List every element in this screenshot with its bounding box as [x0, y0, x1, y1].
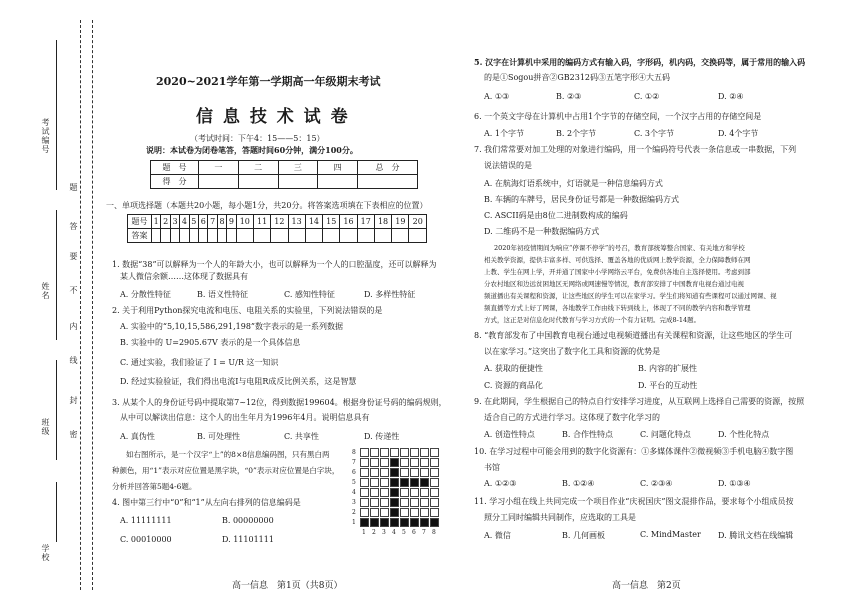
score-header-cell: 总 分 [358, 161, 418, 175]
grid-cell [400, 488, 409, 497]
answer-cell[interactable] [180, 229, 189, 243]
q6-option-a[interactable]: A. 1个字节 [484, 129, 524, 138]
q4-option-b[interactable]: B. 00000000 [222, 516, 274, 525]
answer-cell[interactable] [217, 229, 226, 243]
answer-cell[interactable] [199, 229, 208, 243]
q8-option-c[interactable]: C. 资源的商品化 [484, 381, 543, 390]
grid-cell [420, 508, 429, 517]
q2-option-a[interactable]: A. 实验中的“5,10,15,586,291,198”数字表示的是一系列数据 [120, 322, 344, 331]
grid-cell [370, 498, 379, 507]
grid-cell [400, 448, 409, 457]
grid-col-label: 8 [432, 529, 436, 536]
seal-char: 内 [69, 322, 78, 331]
answer-number-cell: 8 [217, 215, 226, 229]
seal-char: 不 [69, 286, 78, 295]
q6-option-b[interactable]: B. 2个字节 [556, 129, 597, 138]
grid-row-label: 1 [352, 519, 356, 526]
grid-cell [410, 448, 419, 457]
grid-cell [390, 508, 399, 517]
answer-cell[interactable] [253, 229, 270, 243]
seal-char: 答 [69, 222, 78, 231]
q5-option-d[interactable]: D. ②④ [718, 92, 744, 101]
passage-line: 方式，这正是对信息化时代教育与学习方式的一个有力证明。完成8-14题。 [484, 316, 701, 324]
answer-header-label: 题号 [128, 215, 152, 229]
question-8-stem: 8. “教育部发布了中国教育电视台通过电视频道播出有关课程和资源，让这些地区的学生可 [474, 331, 793, 340]
q1-option-a[interactable]: A. 分散性特征 [120, 290, 171, 299]
grid-row-label: 2 [352, 509, 356, 516]
score-header-cell: 一 [199, 161, 239, 175]
answer-cell[interactable] [161, 229, 170, 243]
grid-cell [410, 488, 419, 497]
grid-cell [380, 458, 389, 467]
answer-number-cell: 17 [357, 215, 374, 229]
score-cell[interactable] [318, 175, 358, 189]
passage-line: 相关教学资源，提供丰富多样、可供选择、覆盖各地的优质网上教学资源，全力保障教师在网 [484, 256, 751, 264]
grid-cell [430, 448, 439, 457]
margin-line [56, 360, 57, 460]
grid-cell [430, 518, 439, 527]
grid-cell [430, 498, 439, 507]
q5-option-b[interactable]: B. ②③ [556, 92, 582, 101]
q8-option-d[interactable]: D. 平台的互动性 [638, 381, 698, 390]
section1-title: 一、单项选择题（本题共20小题，每小题1分，共20分。将答案选项填在下表相应的位置） [106, 201, 428, 210]
grid-cell [410, 468, 419, 477]
grid-cell [410, 458, 419, 467]
exam-time: （考试时间：下午4：15——5：15） [190, 134, 325, 143]
question-10-stem: 10. 在学习过程中可能会用到的数字化资源有：①多媒体课件②微视频③手机电脑④数字图 [474, 447, 794, 456]
grid-cell [360, 488, 369, 497]
q5-option-a[interactable]: A. ①③ [484, 92, 510, 101]
question-8-stem-cont: 以在家学习。”这突出了数字化工具和资源的优势是 [484, 347, 661, 356]
grid-cell [370, 518, 379, 527]
grid-cell [400, 478, 409, 487]
score-table [150, 160, 418, 189]
grid-cell [360, 458, 369, 467]
q6-option-c[interactable]: C. 3个字节 [634, 129, 675, 138]
q7-option-d[interactable]: D. 二维码不是一种数据编码方式 [484, 227, 600, 236]
answer-cell[interactable] [271, 229, 288, 243]
grid-cell [380, 478, 389, 487]
q10-option-c[interactable]: C. ②③④ [640, 479, 673, 488]
grid-row-label: 3 [352, 499, 356, 506]
grid-cell [370, 468, 379, 477]
seal-char: 封 [69, 396, 78, 405]
school-label: 学校 [41, 544, 50, 562]
grid-intro-cont2: 分析并回答第5题4-6题。 [112, 482, 197, 491]
q8-option-a[interactable]: A. 获取的便捷性 [484, 364, 543, 373]
grid-cell [390, 518, 399, 527]
grid-cell [430, 488, 439, 497]
grid-cell [400, 468, 409, 477]
question-9-stem-cont: 适合自己的方式进行学习。这体现了数字化学习的 [484, 413, 660, 422]
question-1-stem-cont: 某人微信余额……这体现了数据具有 [120, 272, 248, 281]
q9-option-a[interactable]: A. 创造性特点 [484, 430, 535, 439]
answer-cell[interactable] [374, 229, 391, 243]
grid-row-label: 6 [352, 469, 356, 476]
answer-cell[interactable] [409, 229, 427, 243]
answer-cell[interactable] [152, 229, 161, 243]
grid-cell [420, 448, 429, 457]
grid-cell [390, 458, 399, 467]
q11-option-b[interactable]: B. 几何画板 [562, 531, 605, 540]
question-3-stem-cont: 从中可以解读出信息：这个人的出生年月为1996年4月。说明信息具有 [120, 413, 370, 422]
grid-cell [380, 518, 389, 527]
score-header-cell: 题 号 [151, 161, 199, 175]
grid-cell [370, 508, 379, 517]
grid-cell [420, 458, 429, 467]
grid-cell [390, 478, 399, 487]
grid-cell [430, 458, 439, 467]
grid-cell [410, 508, 419, 517]
q2-option-b[interactable]: B. 实验中的 U=2905.67V 表示的是一个具体信息 [120, 338, 301, 347]
question-2-stem: 2. 关于利用Python探究电流和电压、电阻关系的实验里，下列说法错误的是 [112, 306, 383, 315]
q7-option-b[interactable]: B. 车辆的车牌号，居民身份证号都是一种数据编码方式 [484, 195, 679, 204]
page-footer-right: 高一信息 第2页 [612, 581, 681, 591]
score-row-label: 得 分 [151, 175, 199, 189]
answer-cell[interactable] [189, 229, 198, 243]
grid-cell [390, 468, 399, 477]
margin-line [56, 40, 57, 190]
grid-col-label: 3 [382, 529, 386, 536]
margin-line [56, 482, 57, 542]
seal-line [92, 20, 93, 590]
question-11-stem: 11. 学习小组在线上共同完成一个项目作业“庆祝国庆”图文混排作品，要求每个小组成员按 [474, 497, 794, 506]
grid-cell [400, 498, 409, 507]
q4-option-c[interactable]: C. 00010000 [120, 535, 172, 544]
grid-col-label: 6 [412, 529, 416, 536]
seal-char: 密 [69, 430, 78, 439]
answer-row-label: 答案 [128, 229, 152, 243]
passage-line: 2020年初疫情期间为响应“停课不停学”的号召，教育部统筹整合国家、有关地方和学校 [494, 244, 745, 252]
answer-number-cell: 9 [227, 215, 236, 229]
answer-cell[interactable] [357, 229, 374, 243]
grid-cell [360, 508, 369, 517]
question-4-stem: 4. 图中第三行中“0”和“1”从左向右排列的信息编码是 [112, 498, 301, 507]
grid-cell [360, 448, 369, 457]
answer-cell[interactable] [208, 229, 217, 243]
question-7-stem-cont: 说法错误的是 [484, 161, 532, 170]
grid-cell [410, 478, 419, 487]
class-label: 班级 [41, 418, 50, 436]
q1-option-d[interactable]: D. 多样性特征 [364, 290, 416, 299]
answer-number-cell: 16 [340, 215, 357, 229]
answer-number-cell: 3 [170, 215, 179, 229]
answer-number-cell: 15 [323, 215, 340, 229]
exam-number-label: 考试编号 [41, 118, 50, 154]
answer-number-cell: 5 [189, 215, 198, 229]
q8-option-b[interactable]: B. 内容的扩展性 [638, 364, 697, 373]
grid-cell [420, 468, 429, 477]
grid-cell [390, 488, 399, 497]
score-header-cell: 四 [318, 161, 358, 175]
right-questions [474, 56, 844, 556]
grid-cell [360, 468, 369, 477]
q2-option-d[interactable]: D. 经过实验验证，我们得出电流I与电阻R成反比例关系，这是智慧 [120, 377, 357, 386]
character-grid-figure [352, 448, 452, 548]
grid-row-label: 8 [352, 449, 356, 456]
q11-option-d[interactable]: D. 腾讯文档在线编辑 [718, 531, 794, 540]
q3-option-b[interactable]: B. 可处理性 [197, 432, 240, 441]
answer-number-cell: 11 [253, 215, 270, 229]
answer-number-cell: 6 [199, 215, 208, 229]
q4-option-d[interactable]: D. 11101111 [222, 535, 274, 544]
answer-number-cell: 10 [236, 215, 253, 229]
grid-col-label: 4 [392, 529, 396, 536]
score-header-cell: 三 [278, 161, 318, 175]
grid-cell [380, 448, 389, 457]
question-10-stem-cont: 书馆 [484, 463, 500, 472]
grid-row-label: 7 [352, 459, 356, 466]
q6-option-d[interactable]: D. 4个字节 [718, 129, 759, 138]
q7-option-c[interactable]: C. ASCII码是由8位二进制数构成的编码 [484, 211, 628, 220]
answer-number-cell: 18 [374, 215, 391, 229]
answer-cell[interactable] [340, 229, 357, 243]
question-1-stem: 1. 数据“38”可以解释为一个人的年龄大小，也可以解释为一个人的口腔温度，还可以解释为 [112, 260, 437, 269]
q9-option-d[interactable]: D. 个性化特点 [718, 430, 770, 439]
grid-col-label: 7 [422, 529, 426, 536]
passage-line: 频道播出有关课程和资源，让这些地区的学生可以在家学习。学生们将知道有些课程可以通过网课、视 [484, 292, 777, 300]
grid-cell [380, 468, 389, 477]
q3-option-c[interactable]: C. 共享性 [284, 432, 319, 441]
grid-cell [410, 498, 419, 507]
answer-table [127, 214, 427, 243]
grid-cell [370, 478, 379, 487]
passage-line: 上教、学生在网上学，开并通了国家中小学网络云平台，免费供各地自主选择使用。考虑到部 [484, 268, 751, 276]
question-5-stem: 5. 汉字在计算机中采用的编码方式有输入码，字形码，机内码，交换码等，属于常用的输入码 [474, 57, 806, 67]
answer-number-cell: 1 [152, 215, 161, 229]
grid-cell [420, 498, 429, 507]
question-3-stem: 3. 从某个人的身份证号码中提取第7~12位，得到数据199604。根据身份证号码的编码规则， [112, 398, 447, 407]
margin-line [56, 210, 57, 340]
grid-col-label: 1 [362, 529, 366, 536]
grid-cell [390, 498, 399, 507]
q2-option-c[interactable]: C. 通过实验，我们验证了 I = U/R 这一知识 [120, 358, 279, 367]
answer-number-cell: 7 [208, 215, 217, 229]
score-cell[interactable] [199, 175, 239, 189]
grid-row-label: 5 [352, 479, 356, 486]
grid-cell [380, 498, 389, 507]
q10-option-a[interactable]: A. ①②③ [484, 479, 517, 488]
grid-cell [420, 478, 429, 487]
grid-cell [380, 488, 389, 497]
grid-cell [400, 518, 409, 527]
q11-option-c[interactable]: C. MindMaster [640, 530, 701, 539]
q9-option-b[interactable]: B. 合作性特点 [562, 430, 613, 439]
grid-row-label: 4 [352, 489, 356, 496]
answer-number-cell: 13 [288, 215, 305, 229]
grid-cell [400, 458, 409, 467]
question-9-stem: 9. 在此期间，学生根据自己的特点自行安排学习进度，从互联网上选择自己需要的资源，按照 [474, 397, 805, 406]
grid-cell [400, 508, 409, 517]
passage-line: 频直播等方式上好了网课，各地教学工作由线下转到线上，体现了不同的教学内容和教学管理 [484, 304, 751, 312]
name-label: 姓名 [41, 282, 50, 300]
q7-option-a[interactable]: A. 在航海灯语系统中，灯语就是一种信息编码方式 [484, 179, 663, 188]
answer-cell[interactable] [170, 229, 179, 243]
answer-number-cell: 4 [180, 215, 189, 229]
grid-cell [360, 498, 369, 507]
grid-cell [380, 508, 389, 517]
question-7-stem: 7. 我们常常要对加工处理的对象进行编码，用一个编码符号代表一条信息或一串数据，下列 [474, 145, 797, 154]
q1-option-b[interactable]: B. 语义性特征 [197, 290, 248, 299]
grid-cell [370, 458, 379, 467]
passage-line: 分农村地区和边远贫困地区无网络或网速慢等情况，教育部安排了中国教育电视台通过电视 [484, 280, 744, 288]
q10-option-b[interactable]: B. ①②④ [562, 479, 595, 488]
answer-cell[interactable] [392, 229, 409, 243]
grid-cell [430, 468, 439, 477]
answer-number-cell: 12 [271, 215, 288, 229]
grid-intro: 如右图所示，是一个汉字“上”的8×8信息编码图，只有黑白两 [126, 450, 330, 459]
page-footer-left: 高一信息 第1页（共8页） [232, 581, 343, 591]
q1-option-c[interactable]: C. 感知性特征 [284, 290, 335, 299]
grid-cell [370, 448, 379, 457]
score-header-cell: 二 [238, 161, 278, 175]
exam-notes: 说明：本试卷为闭卷笔答，答题时间60分钟，满分100分。 [146, 145, 358, 155]
exam-title: 2020~2021学年第一学期高一年级期末考试 [156, 75, 381, 88]
subject-title: 信 息 技 术 试 卷 [196, 107, 350, 127]
score-cell[interactable] [358, 175, 418, 189]
question-5-stem-cont: 的是①Sogou拼音②GB2312码③五笔字形④大五码 [484, 73, 671, 82]
q3-option-a[interactable]: A. 真伪性 [120, 432, 155, 441]
grid-cell [360, 518, 369, 527]
grid-intro-cont: 种颜色，用“1”表示对应位置是黑字块，“0”表示对应位置是白字块， [112, 466, 340, 475]
question-11-stem-cont: 照分工同时编辑共同制作，应选取的工具是 [484, 513, 636, 522]
answer-number-cell: 19 [392, 215, 409, 229]
grid-cell [360, 478, 369, 487]
seal-char: 线 [69, 356, 78, 365]
grid-cell [420, 518, 429, 527]
score-cell[interactable] [278, 175, 318, 189]
answer-cell[interactable] [305, 229, 322, 243]
grid-cell [420, 488, 429, 497]
seal-line [80, 20, 81, 590]
grid-col-label: 2 [372, 529, 376, 536]
grid-cell [430, 508, 439, 517]
question-6-stem: 6. 一个英文字母在计算机中占用1个字节的存储空间，一个汉字占用的存储空间是 [474, 112, 762, 121]
grid-col-label: 5 [402, 529, 406, 536]
answer-number-cell: 20 [409, 215, 427, 229]
answer-cell[interactable] [227, 229, 236, 243]
grid-cell [370, 488, 379, 497]
answer-cell[interactable] [288, 229, 305, 243]
q11-option-a[interactable]: A. 微信 [484, 531, 511, 540]
answer-cell[interactable] [236, 229, 253, 243]
seal-char: 要 [69, 252, 78, 261]
score-cell[interactable] [238, 175, 278, 189]
answer-cell[interactable] [323, 229, 340, 243]
answer-number-cell: 14 [305, 215, 322, 229]
q3-option-d[interactable]: D. 传递性 [364, 432, 400, 441]
grid-cell [390, 448, 399, 457]
seal-char: 题 [69, 183, 78, 192]
grid-cell [410, 518, 419, 527]
q9-option-c[interactable]: C. 问题化特点 [640, 430, 691, 439]
q10-option-d[interactable]: D. ①③④ [718, 479, 751, 488]
grid-cell [430, 478, 439, 487]
q5-option-c[interactable]: C. ①② [634, 92, 660, 101]
q4-option-a[interactable]: A. 11111111 [120, 516, 172, 525]
answer-number-cell: 2 [161, 215, 170, 229]
